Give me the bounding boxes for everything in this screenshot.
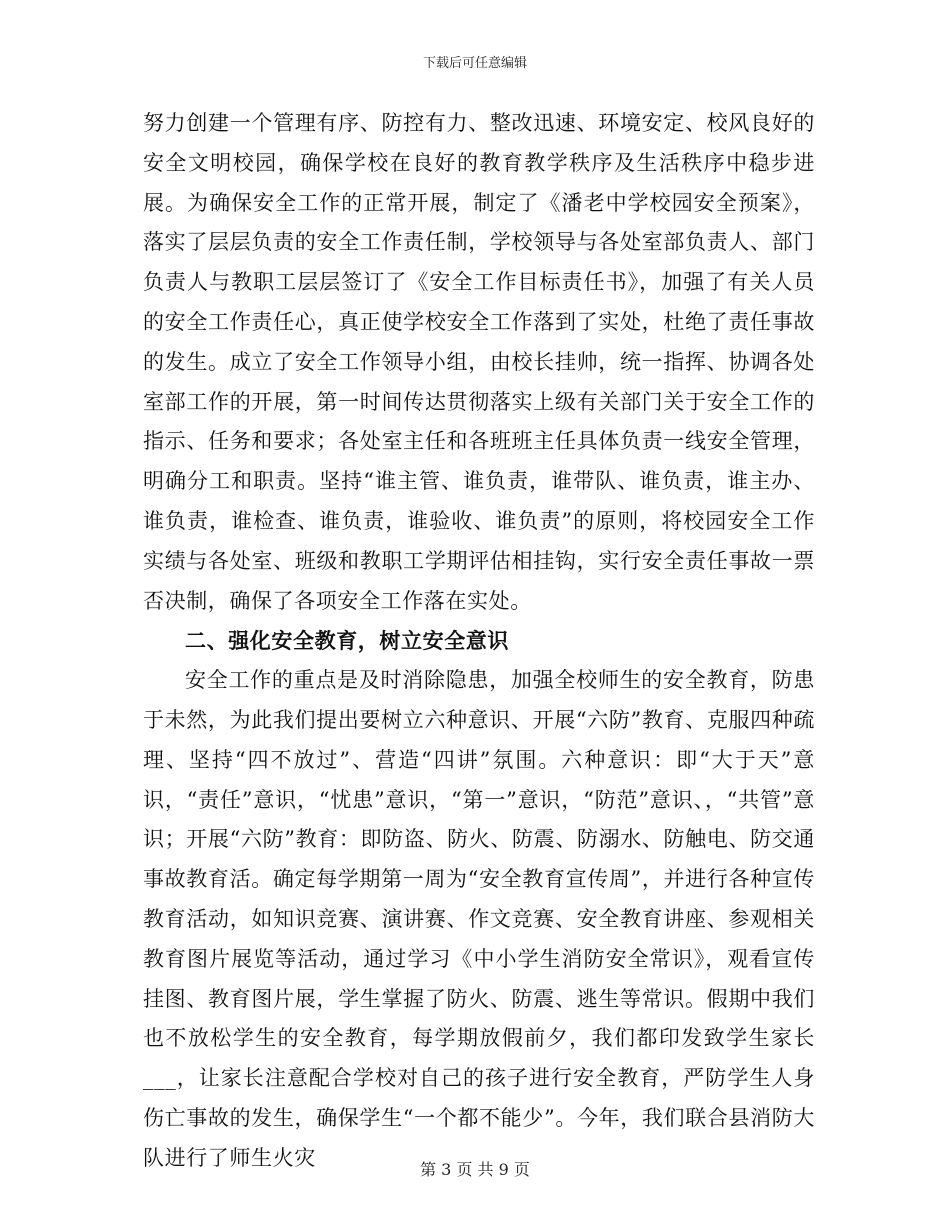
document-body <box>143 104 815 1179</box>
page-number: 第 3 页 共 9 页 <box>420 1160 530 1179</box>
body-paragraph-1: 努力创建一个管理有序、防控有力、整改迅速、环境安定、校风良好的安全文明校园，确保学校在良好的教育教学秩序及生活秩序中稳步进展。为确保安全工作的正常开展，制定了《潘老中学校园安全预案》，落实了层层负责的安全工作责任制，学校领导与各处室部负责人、部门负责人与教职工层层签订了《安全工作目标责任书》，加强了有关人员的安全工作责任心，真正使学校安全工作落到了实处，杜绝了责任事故的发生。成立了安全工作领导小组，由校长挂帅，统一指挥、协调各处室部工作的开展，第一时间传达贯彻落实上级有关部门关于安全工作的指示、任务和要求；各处室主任和各班班主任具体负责一线安全管理，明确分工和职责。坚持“谁主管、谁负责，谁带队、谁负责，谁主办、谁负责，谁检查、谁负责，谁验收、谁负责”的原则，将校园安全工作实绩与各处室、班级和教职工学期评估相挂钩，实行安全责任事故一票否决制，确保了各项安全工作落在实处。 <box>143 111 815 613</box>
section-heading: 二、强化安全教育，树立安全意识 <box>185 628 509 654</box>
body-paragraph-2: 安全工作的重点是及时消除隐患，加强全校师生的安全教育，防患于未然，为此我们提出要树立六种意识、开展“六防”教育、克服四种疏理、坚持“四不放过”、营造“四讲”氛围。六种意识：即“大于天”意识，“责任”意识，“忧患”意识，“第一”意识，“防范”意识、，“共管”意识；开展“六防”教育：即防盗、防火、防震、防溺水、防触电、防交通事故教育活。确定每学期第一周为“安全教育宣传周”，并进行各种宣传教育活动，如知识竞赛、演讲赛、作文竞赛、安全教育讲座、参观相关教育图片展览等活动，通过学习《中小学生消防安全常识》，观看宣传挂图、教育图片展，学生掌握了防火、防震、逃生等常识。假期中我们也不放松学生的安全教育，每学期放假前夕，我们都印发致学生家长___，让家长注意配合学校对自己的孩子进行安全教育，严防学生人身伤亡事故的发生，确保学生“一个都不能少”。今年，我们联合县消防大队进行了师生火灾 <box>143 668 815 1170</box>
page-header-note: 下载后可任意编辑 <box>422 56 527 71</box>
